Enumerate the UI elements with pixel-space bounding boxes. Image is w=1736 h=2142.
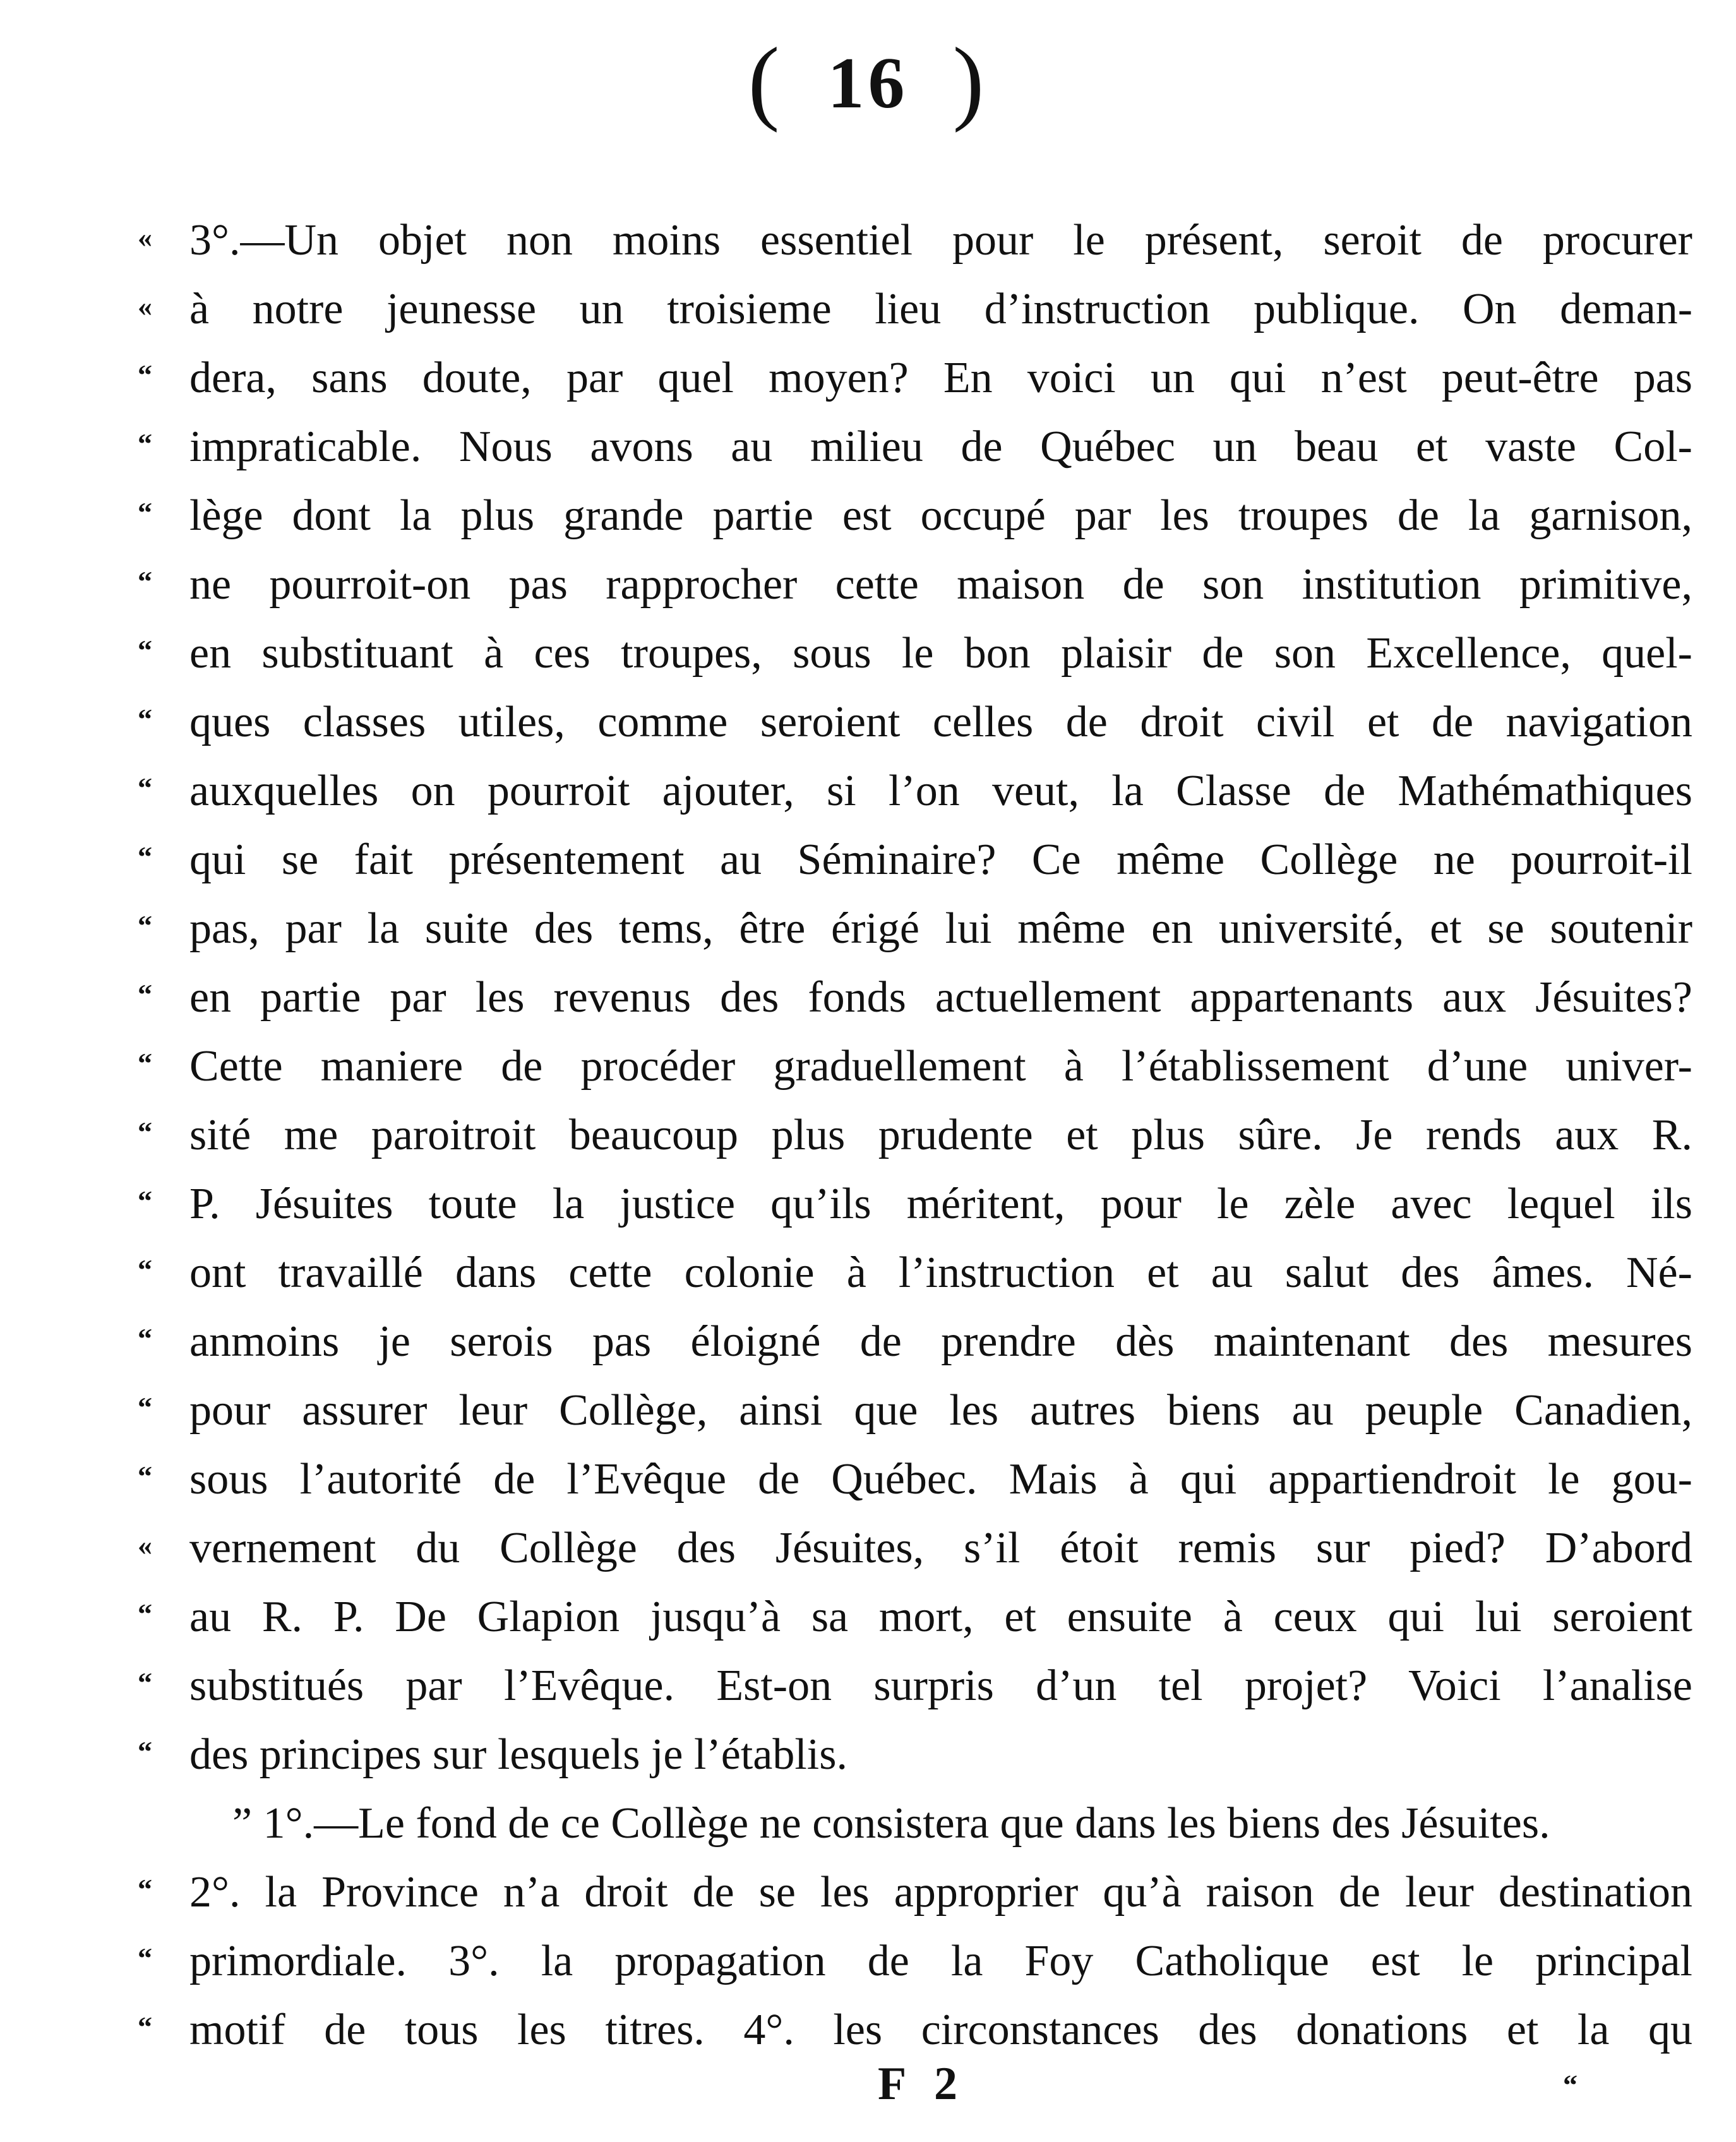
line-text: qui se fait présentement au Séminaire? Ce même Collège ne pourroit-il [189, 835, 1692, 884]
margin-quote-mark: “ [138, 496, 152, 529]
text-line [138, 1376, 1692, 1445]
line-text: pour assurer leur Collège, ainsi que les autres biens au peuple Canadien, [189, 1386, 1692, 1435]
line-text: ont travaillé dans cette colonie à l’instruction et au salut des âmes. Né- [189, 1248, 1692, 1297]
text-line [138, 1170, 1692, 1238]
margin-quote-mark: “ [138, 1873, 152, 1905]
line-text: Cette maniere de procéder graduellement à l’établissement d’une univer- [189, 1042, 1692, 1091]
line-text: 2°. la Province n’a droit de se les approprier qu’à raison de leur destination [189, 1868, 1692, 1917]
line-text: primordiale. 3°. la propagation de la Foy Catholique est le principal [189, 1937, 1692, 1985]
text-line [138, 825, 1692, 894]
text-line [138, 619, 1692, 688]
margin-quote-mark: “ [138, 1185, 152, 1217]
text-line [138, 1101, 1692, 1170]
margin-quote-mark: “ [138, 1322, 152, 1355]
line-text: motif de tous les titres. 4°. les circonstances des donations et la qu [189, 2006, 1692, 2054]
line-text: auxquelles on pourroit ajouter, si l’on veut, la Classe de Mathémathiques [189, 767, 1692, 815]
text-line [138, 1032, 1692, 1101]
line-text: 3°.—Un objet non moins essentiel pour le présent, seroit de procurer [189, 216, 1692, 265]
margin-quote-mark: “ [138, 1942, 152, 1974]
margin-quote-mark: “ [138, 909, 152, 942]
text-line [138, 1238, 1692, 1307]
line-text: à notre jeunesse un troisieme lieu d’instruction publique. On deman- [189, 285, 1692, 333]
line-text: substitués par l’Evêque. Est-on surpris d’un tel projet? Voici l’analise [189, 1661, 1692, 1710]
margin-quote-mark: “ [138, 428, 152, 460]
margin-quote-mark: “ [138, 2011, 152, 2043]
margin-quote-mark: “ [138, 772, 152, 804]
margin-quote-mark: « [138, 1529, 152, 1561]
margin-quote-mark: “ [138, 1735, 152, 1768]
text-line [138, 1445, 1692, 1514]
signature-mark: F 2 [878, 2058, 966, 2110]
text-line [138, 688, 1692, 757]
text-line [138, 1651, 1692, 1720]
line-text: P. Jésuites toute la justice qu’ils méritent, pour le zèle avec lequel ils [189, 1180, 1692, 1228]
line-text: des principes sur lesquels je l’établis. [189, 1730, 847, 1779]
text-line [138, 550, 1692, 619]
line-text: ” 1°.—Le fond de ce Collège ne consistera que dans les biens des Jésuites. [232, 1799, 1550, 1848]
page-number: 16 [827, 43, 909, 124]
line-text: pas, par la suite des tems, être érigé lui même en université, et se soutenir [189, 904, 1692, 953]
text-line [138, 1927, 1692, 1995]
margin-quote-mark: “ [138, 1253, 152, 1286]
text-line [138, 344, 1692, 412]
margin-quote-mark: “ [138, 978, 152, 1010]
text-line [138, 1858, 1692, 1927]
text-line [138, 1995, 1692, 2064]
body-text [138, 206, 1692, 2064]
text-line [138, 1583, 1692, 1651]
text-line [138, 1307, 1692, 1376]
text-line [189, 1789, 1692, 1858]
margin-quote-mark: “ [138, 1460, 152, 1492]
line-text: lège dont la plus grande partie est occupé par les troupes de la garnison, [189, 491, 1692, 540]
line-text: vernement du Collège des Jésuites, s’il étoit remis sur pied? D’abord [189, 1524, 1692, 1572]
margin-quote-mark: “ [138, 1391, 152, 1423]
page-number-header [0, 28, 1736, 133]
line-text: anmoins je serois pas éloigné de prendre dès maintenant des mesures [189, 1317, 1692, 1366]
line-text: impraticable. Nous avons au milieu de Québec un beau et vaste Col- [189, 422, 1692, 471]
line-text: en substituant à ces troupes, sous le bon plaisir de son Excellence, quel- [189, 629, 1692, 678]
text-line [138, 412, 1692, 481]
line-text: ne pourroit-on pas rapprocher cette maison de son institution primitive, [189, 560, 1692, 609]
text-line [138, 206, 1692, 275]
margin-quote-mark: « [138, 290, 152, 322]
text-line [138, 481, 1692, 550]
close-parenthesis: ) [952, 28, 988, 133]
text-line [138, 1514, 1692, 1583]
margin-quote-mark: “ [138, 1598, 152, 1630]
line-text: sité me paroitroit beaucoup plus prudente et plus sûre. Je rends aux R. [189, 1111, 1692, 1159]
line-text: ques classes utiles, comme seroient celles de droit civil et de navigation [189, 698, 1692, 746]
text-line [138, 963, 1692, 1032]
line-text: dera, sans doute, par quel moyen? En voici un qui n’est peut-être pas [189, 354, 1692, 402]
catchword-quote-mark: “ [1563, 2069, 1577, 2101]
line-text: au R. P. De Glapion jusqu’à sa mort, et ensuite à ceux qui lui seroient [189, 1593, 1692, 1641]
margin-quote-mark: “ [138, 1666, 152, 1699]
margin-quote-mark: “ [138, 359, 152, 391]
text-line [138, 275, 1692, 344]
margin-quote-mark: “ [138, 1116, 152, 1148]
margin-quote-mark: “ [138, 565, 152, 597]
line-text: sous l’autorité de l’Evêque de Québec. Mais à qui appartiendroit le gou- [189, 1455, 1692, 1504]
margin-quote-mark: “ [138, 841, 152, 873]
margin-quote-mark: « [138, 221, 152, 253]
text-line [138, 1720, 1692, 1789]
margin-quote-mark: “ [138, 703, 152, 735]
margin-quote-mark: “ [138, 1047, 152, 1079]
line-text: en partie par les revenus des fonds actuellement appartenants aux Jésuites? [189, 973, 1692, 1022]
text-line [138, 894, 1692, 963]
margin-quote-mark: “ [138, 634, 152, 666]
text-line [138, 757, 1692, 825]
open-parenthesis: ( [748, 28, 784, 133]
